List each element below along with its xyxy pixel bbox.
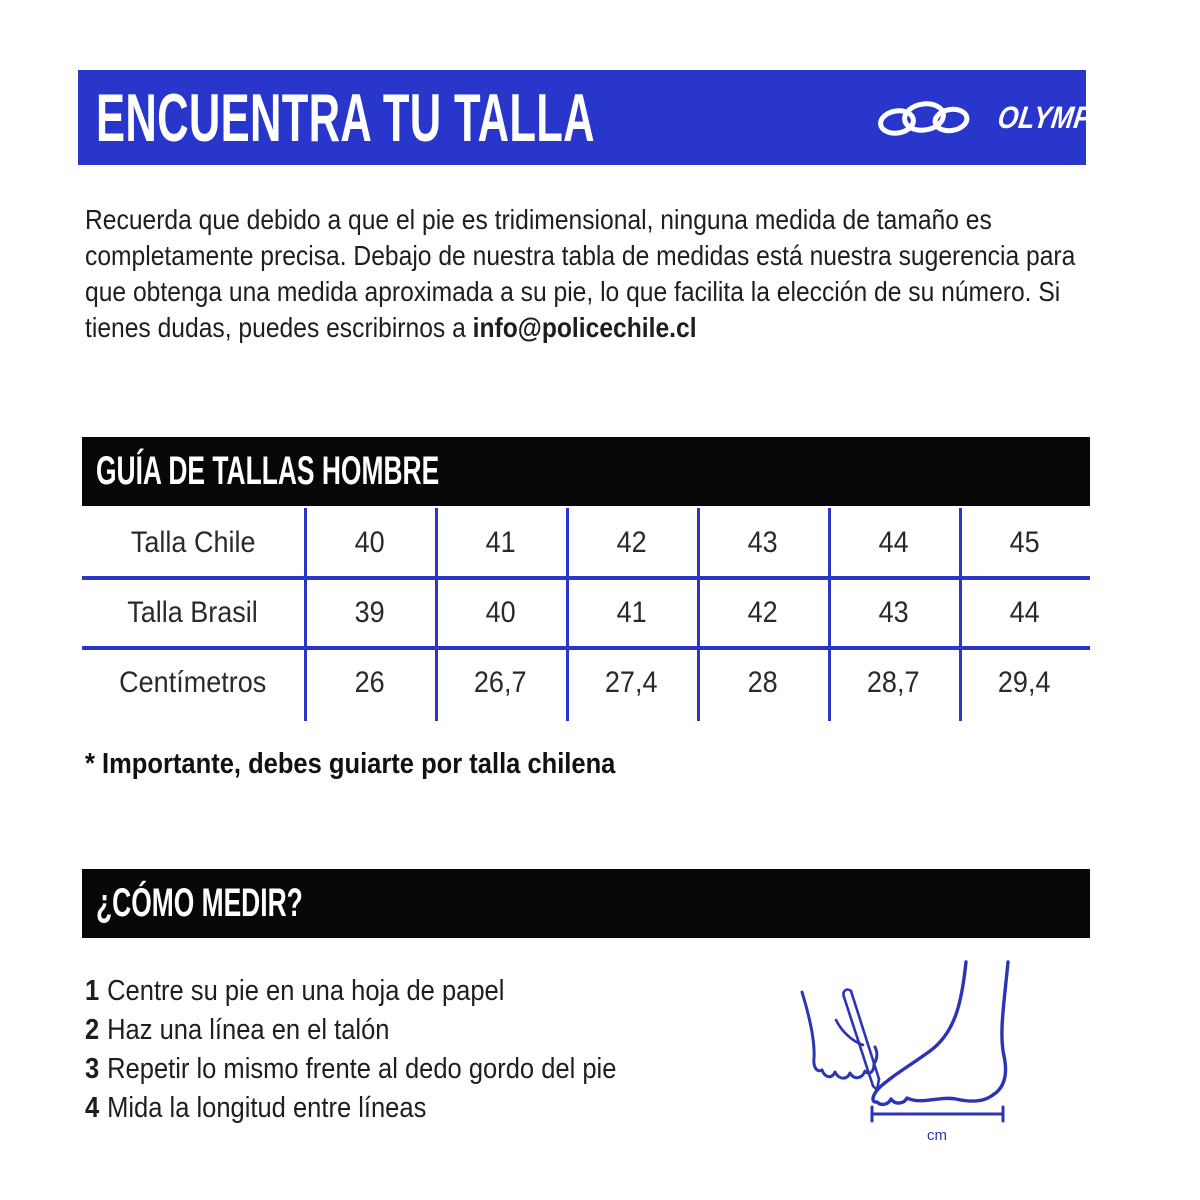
table-cell: 45: [1009, 526, 1040, 559]
table-cell: 27,4: [605, 666, 658, 699]
table-cell: 26,7: [474, 666, 527, 699]
brand-name: OLYMPIKUS: [995, 99, 1159, 135]
table-column-divider: [697, 508, 700, 721]
cm-label: cm: [927, 1127, 947, 1144]
header-bar: [78, 70, 1159, 165]
measurement-line: [872, 1107, 1003, 1121]
row-label: Talla Chile: [130, 526, 256, 559]
size-guide-title: GUÍA DE TALLAS HOMBRE: [96, 449, 440, 494]
step-number: 3: [85, 1053, 100, 1085]
size-guide-header: [82, 437, 1090, 506]
foot-measurement-illustration: [780, 948, 1110, 1173]
table-column-divider: [828, 508, 831, 721]
intro-text: Recuerda que debido a que el pie es tridimensional, ninguna medida de tamaño es completamente precisa. Debajo de nuestra tabla de medidas está nuestra sugerencia para que obtenga una medida aproximada a su pie, lo que facilita la elección de su número. Si tienes dudas, puedes escribirnos a: [85, 204, 1076, 343]
row-label: Talla Brasil: [127, 596, 259, 629]
table-cell: 41: [485, 526, 516, 559]
step-number: 4: [85, 1092, 100, 1124]
table-cell: 39: [354, 596, 385, 629]
table-cell: 43: [747, 526, 778, 559]
table-cell: 28: [747, 666, 778, 699]
step-text: Repetir lo mismo frente al dedo gordo del pie: [107, 1053, 617, 1085]
intro-paragraph: [85, 202, 1095, 346]
contact-email: info@policechile.cl: [472, 312, 697, 343]
olympikus-logo: [876, 95, 1171, 141]
table-cell: 28,7: [867, 666, 920, 699]
row-label: Centímetros: [119, 666, 267, 699]
table-cell: 44: [878, 526, 909, 559]
table-cell: 43: [878, 596, 909, 629]
table-cell: 41: [616, 596, 647, 629]
table-row-divider: [82, 646, 1090, 650]
step-number: 1: [85, 975, 100, 1007]
step-text: Centre su pie en una hoja de papel: [107, 975, 505, 1007]
foot-outline: [873, 962, 1008, 1104]
table-cell: 26: [354, 666, 385, 699]
page-title: ENCUENTRA TU TALLA: [96, 79, 595, 156]
table-cell: 44: [1009, 596, 1040, 629]
table-cell: 40: [354, 526, 385, 559]
size-table: [82, 508, 1090, 718]
table-cell: 29,4: [998, 666, 1051, 699]
step-text: Haz una línea en el talón: [107, 1014, 390, 1046]
olympikus-rings-icon: [876, 95, 976, 141]
step-number: 2: [85, 1014, 100, 1046]
table-column-divider: [566, 508, 569, 721]
table-row-divider: [82, 576, 1090, 580]
table-cell: 42: [747, 596, 778, 629]
how-to-header: [82, 869, 1090, 938]
how-to-title: ¿CÓMO MEDIR?: [96, 881, 303, 926]
important-note: * Importante, debes guiarte por talla chilena: [85, 748, 616, 780]
table-column-divider: [959, 508, 962, 721]
table-column-divider: [304, 508, 307, 721]
table-column-divider: [435, 508, 438, 721]
step-text: Mida la longitud entre líneas: [107, 1092, 427, 1124]
table-cell: 42: [616, 526, 647, 559]
table-cell: 40: [485, 596, 516, 629]
